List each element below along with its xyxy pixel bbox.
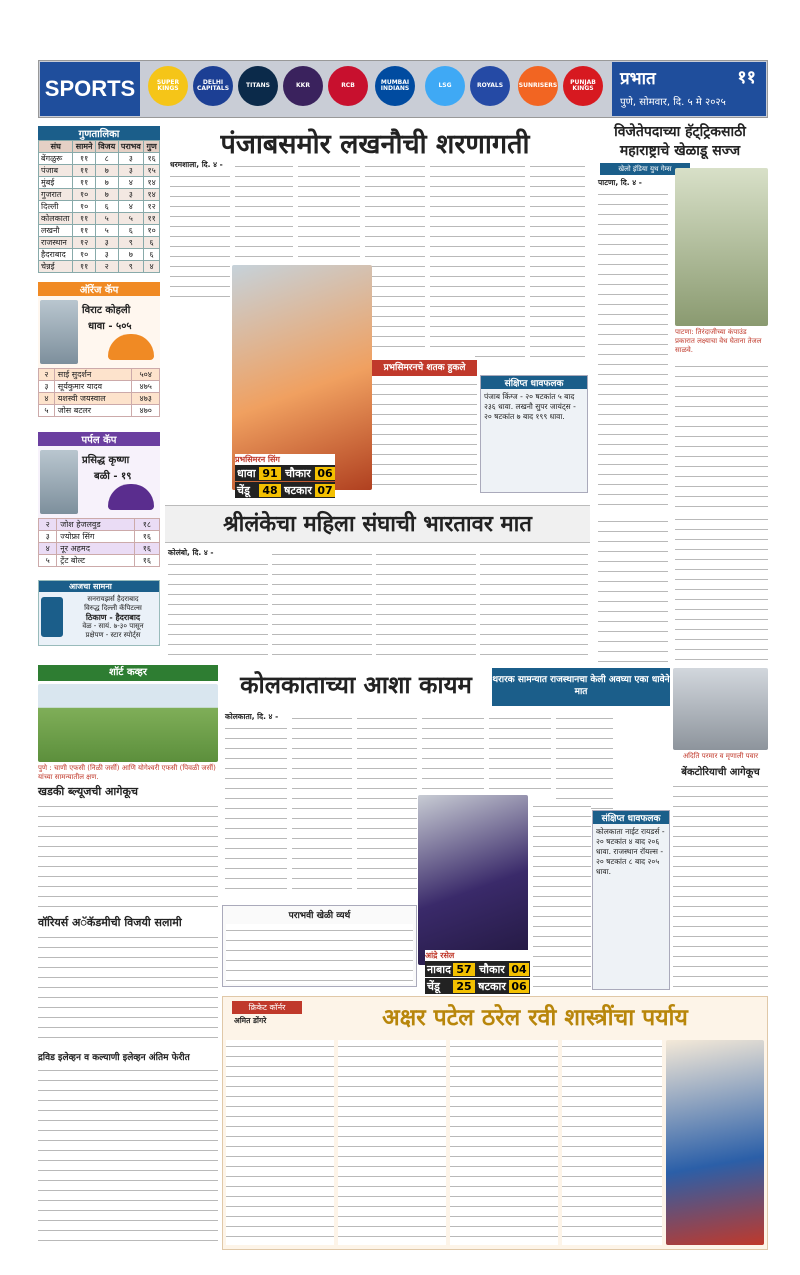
table-cell: ४७३ — [132, 393, 160, 405]
vijetey-text-col2 — [675, 360, 768, 510]
points-header: विजय — [95, 141, 118, 153]
archery-photo — [675, 168, 768, 326]
lead-text-col7 — [530, 160, 585, 360]
badminton-text — [673, 780, 768, 990]
table-cell: ४ — [118, 177, 144, 189]
team-logo-mi: MUMBAI INDIANS — [375, 66, 415, 106]
table-cell: मुंबई — [39, 177, 73, 189]
table-cell: ४ — [118, 201, 144, 213]
table-row — [39, 381, 160, 393]
table-cell: ३ — [39, 531, 57, 543]
badminton-headline: बेंकटोरियाची आगेकूच — [681, 767, 760, 778]
score-label: धावा — [237, 466, 256, 480]
table-cell: जोश हेजलवुड — [57, 519, 135, 531]
lead-scoreboard — [235, 454, 335, 498]
srilanka-headline: श्रीलंकेचा महिला संघाची भारतावर मात — [223, 512, 532, 537]
match-team2: विरुद्ध दिल्ली कॅपिटल्स — [84, 604, 142, 612]
srilanka-text-col3 — [376, 548, 476, 660]
match-broadcast: प्रक्षेपण - स्टार स्पोर्ट्स — [85, 631, 141, 639]
table-cell: २ — [39, 519, 57, 531]
table-cell: ३ — [39, 381, 55, 393]
lead-headline: पंजाबसमोर लखनौची शरणागती — [220, 129, 530, 160]
cricket-text-col1 — [226, 1040, 334, 1245]
srilanka-text-col1 — [168, 558, 268, 660]
story3-text — [38, 1064, 218, 1249]
purple-cap-stat: बळी - १९ — [94, 471, 132, 482]
football-photo — [38, 684, 218, 762]
kolkata-inset — [222, 905, 417, 987]
story1-headline: खडकी ब्ल्यूजची आगेकूच — [38, 785, 138, 798]
table-cell: ७ — [118, 249, 144, 261]
purple-cap-title: पर्पल कॅप — [38, 432, 160, 446]
table-cell: जोस बटलर — [54, 405, 132, 417]
table-cell: कोलकाता — [39, 213, 73, 225]
vijetey-text-col1 — [598, 188, 668, 508]
lead-text-col1 — [170, 170, 230, 300]
table-cell: सूर्यकुमार यादव — [54, 381, 132, 393]
table-cell: ५ — [95, 225, 118, 237]
table-cell: ५ — [39, 555, 57, 567]
score-label: चेंडू — [427, 979, 440, 993]
table-row — [39, 261, 160, 273]
team-logo-kkr: KKR — [283, 66, 323, 106]
table-cell: १० — [73, 201, 95, 213]
score-value: 07 — [315, 484, 335, 497]
brand-name: प्रभात — [620, 69, 656, 89]
story2-text — [38, 931, 218, 1046]
purple-cap-box — [38, 432, 160, 567]
kolkata-text-col4 — [422, 712, 484, 792]
orange-cap-box — [38, 282, 160, 417]
kolkata-scoreboard — [425, 950, 530, 994]
page-number: ११ — [737, 67, 756, 88]
vijetey-tag: खेलो इंडिया युथ गेम्स — [600, 163, 690, 175]
points-header: गुण — [144, 141, 160, 153]
lead-text-col6 — [475, 160, 525, 360]
score-label: नाबाद — [427, 962, 451, 976]
table-cell: ५ — [95, 213, 118, 225]
table-row — [39, 225, 160, 237]
table-cell: ७ — [95, 165, 118, 177]
table-cell: ५ — [39, 405, 55, 417]
table-cell: राजस्थान — [39, 237, 73, 249]
kolkata-text-col3 — [357, 712, 417, 897]
kolkata-text-col1 — [225, 722, 287, 897]
story2-headline: वॉरियर्स अॅकॅडमीची विजयी सलामी — [38, 916, 182, 929]
vijetey-text-col4 — [598, 515, 668, 665]
summary-title: संक्षिप्त धावफलक — [481, 376, 587, 389]
table-cell: २ — [95, 261, 118, 273]
table-cell: १६ — [134, 531, 159, 543]
player-photo — [40, 300, 78, 364]
lead-summary-box — [480, 375, 588, 493]
table-cell: दिल्ली — [39, 201, 73, 213]
table-cell: १० — [73, 189, 95, 201]
table-cell: ११ — [73, 177, 95, 189]
table-cell: १६ — [134, 543, 159, 555]
table-cell: नूर अहमद — [57, 543, 135, 555]
team-logo-pbks: PUNJAB KINGS — [563, 66, 603, 106]
table-cell: ७ — [95, 189, 118, 201]
score-value: 06 — [315, 467, 335, 480]
table-cell: २ — [39, 369, 55, 381]
score-label: चौकार — [479, 962, 505, 976]
table-cell: १६ — [134, 555, 159, 567]
table-cell: ट्रेंट बोल्ट — [57, 555, 135, 567]
purple-cap-player: प्रसिद्ध कृष्णा — [82, 455, 130, 466]
archery-caption: पाटणा: तिरंदाजीच्या कंपाउंड प्रकारात लक्ष्याचा वेध घेताना तेजल साळवे. — [675, 328, 762, 354]
table-cell: ६ — [95, 201, 118, 213]
table-cell: यशस्वी जयस्वाल — [54, 393, 132, 405]
match-team1: सनरायझर्स हैदराबाद — [87, 595, 139, 603]
orange-cap-icon — [108, 334, 154, 360]
table-cell: ३ — [118, 153, 144, 165]
masthead — [612, 62, 766, 116]
purple-cap-icon — [108, 484, 154, 510]
score-label: षटकार — [284, 483, 312, 497]
table-cell: ४ — [144, 261, 160, 273]
kolkata-text-col7 — [533, 800, 591, 990]
table-cell: १२ — [73, 237, 95, 249]
axar-patel-photo — [666, 1040, 764, 1245]
table-cell: ४ — [39, 543, 57, 555]
table-cell: ११ — [73, 165, 95, 177]
table-cell: १० — [144, 225, 160, 237]
table-row — [39, 369, 160, 381]
table-cell: ७ — [95, 177, 118, 189]
kolkata-headline: कोलकाताच्या आशा कायम — [240, 671, 472, 699]
badminton-photo — [673, 668, 768, 750]
table-cell: १५ — [144, 165, 160, 177]
today-match-box — [38, 580, 160, 646]
cricket-text-col2 — [338, 1040, 446, 1245]
score-value: 91 — [259, 467, 281, 480]
story3-headline: द्रविड इलेव्हन व कल्याणी इलेव्हन अंतिम फेरीत — [38, 1053, 190, 1063]
table-cell: चेन्नई — [39, 261, 73, 273]
table-cell: १८ — [134, 519, 159, 531]
table-cell: ११ — [73, 261, 95, 273]
scoreboard-title: आंद्रे रसेल — [425, 950, 530, 961]
points-header: संघ — [39, 141, 73, 153]
table-cell: ३ — [118, 165, 144, 177]
table-row — [39, 165, 160, 177]
table-cell: ३ — [118, 189, 144, 201]
kolkata-tag: थरारक सामन्यात राजस्थानचा केली अवघ्या एका धावेने मात — [492, 668, 670, 706]
team-logo-gt: TITANS — [238, 66, 278, 106]
score-label: षटकार — [478, 979, 506, 993]
table-row — [39, 543, 160, 555]
table-cell: ४ — [39, 393, 55, 405]
table-cell: हैदराबाद — [39, 249, 73, 261]
lead-subhead-box: प्रभसिमरनचे शतक हुकले — [372, 360, 477, 376]
player-photo — [40, 450, 78, 514]
lead-text-col3 — [298, 160, 360, 260]
summary-title: संक्षिप्त धावफलक — [593, 811, 669, 824]
score-value: 04 — [509, 963, 529, 976]
summary-text: कोलकाता नाईट रायडर्स - २० षटकांत ४ बाद २०६ धावा. राजस्थान रॉयल्स - २० षटकांत ८ बाद २०५ धावा. — [596, 827, 665, 876]
football-caption: पुणे : चाणी एफसी (निळी जर्सी) आणि योगेश्वरी एफसी (पिवळी जर्सी) यांच्या सामन्यातील क्षण. — [38, 764, 216, 781]
issue-date: पुणे, सोमवार, दि. ५ मे २०२५ — [620, 97, 726, 108]
ipl-logo — [41, 597, 63, 637]
badminton-caption: अदिति परमार व मृणाली पवार — [682, 752, 759, 760]
scoreboard-title: प्रभसिमरन सिंग — [235, 454, 335, 465]
lead-dateline: धरमशाला, दि. ४ - — [170, 160, 223, 169]
srilanka-dateline: कोलंबो, दि. ४ - — [168, 548, 214, 557]
table-cell: ६ — [144, 237, 160, 249]
kolkata-summary-box — [592, 810, 670, 990]
score-value: 48 — [259, 484, 281, 497]
points-table — [38, 126, 160, 273]
table-row — [39, 405, 160, 417]
table-cell: ६ — [144, 249, 160, 261]
match-venue: ठिकाण - हैदराबाद — [85, 613, 141, 622]
points-header: पराभव — [118, 141, 144, 153]
table-cell: ११ — [73, 153, 95, 165]
table-cell: ९ — [118, 237, 144, 249]
team-logo-rcb: RCB — [328, 66, 368, 106]
table-row — [39, 201, 160, 213]
lead-text-col8 — [372, 378, 477, 493]
table-cell: १४ — [144, 189, 160, 201]
orange-cap-player: विराट कोहली — [82, 305, 131, 316]
table-cell: ४७५ — [132, 381, 160, 393]
table-row — [39, 249, 160, 261]
lead-text-col4 — [365, 160, 425, 355]
story1-text — [38, 800, 218, 910]
table-row — [39, 189, 160, 201]
points-table-title: गुणतालिका — [38, 126, 160, 140]
orange-cap-title: ऑरेंज कॅप — [38, 282, 160, 296]
kolkata-text-col2 — [292, 712, 352, 897]
team-logo-srh: SUNRISERS — [518, 66, 558, 106]
table-cell: ३ — [95, 249, 118, 261]
score-value: 06 — [509, 980, 529, 993]
match-time: वेळ - सायं. ७-३० पासून — [82, 622, 144, 630]
table-cell: ११ — [73, 213, 95, 225]
table-cell: ११ — [73, 225, 95, 237]
table-cell: ४७० — [132, 405, 160, 417]
table-row — [39, 393, 160, 405]
summary-text: पंजाब किंग्ज - २० षटकांत ५ बाद २३६ धावा. लखनौ सुपर जायंट्स - २० षटकांत ७ बाद १९९ धावा. — [484, 392, 576, 421]
table-cell: साई सुदर्शन — [54, 369, 132, 381]
vijetey-headline-1: विजेतेपदाच्या हॅट्ट्रिकसाठी — [614, 124, 746, 140]
table-cell: ८ — [95, 153, 118, 165]
table-cell: लखनौ — [39, 225, 73, 237]
table-cell: ११ — [144, 213, 160, 225]
cricket-author: अमित डोंगरे — [234, 1016, 267, 1025]
table-cell: १० — [73, 249, 95, 261]
srilanka-text-col4 — [480, 548, 588, 660]
today-match-title: आजचा सामना — [39, 581, 159, 592]
kolkata-text-col6 — [556, 712, 613, 812]
score-value: 25 — [453, 980, 475, 993]
team-logo-csk: SUPER KINGS — [148, 66, 188, 106]
cricket-headline: अक्षर पटेल ठरेल रवी शास्त्रींचा पर्याय — [382, 1005, 688, 1031]
cricket-text-col3 — [450, 1040, 558, 1245]
table-cell: ५०४ — [132, 369, 160, 381]
table-cell: १६ — [144, 153, 160, 165]
table-row — [39, 237, 160, 249]
orange-cap-stat: धावा - ५०५ — [88, 321, 132, 332]
score-label: चौकार — [285, 466, 311, 480]
srilanka-text-col2 — [272, 548, 372, 660]
table-row — [39, 213, 160, 225]
points-header: सामने — [73, 141, 95, 153]
table-row — [39, 153, 160, 165]
section-title: SPORTS — [40, 62, 140, 116]
vijetey-dateline: पाटणा, दि. ४ - — [598, 178, 642, 187]
table-cell: ज्योफ्रा सिंग — [57, 531, 135, 543]
table-cell: ३ — [95, 237, 118, 249]
score-value: 57 — [453, 963, 475, 976]
table-row — [39, 531, 160, 543]
team-logo-rr: ROYALS — [470, 66, 510, 106]
cricket-corner-tag: क्रिकेट कॉर्नर — [232, 1001, 302, 1014]
cricket-text-col4 — [562, 1040, 662, 1245]
vijetey-text-col3 — [675, 513, 768, 665]
table-cell: पंजाब — [39, 165, 73, 177]
vijetey-headline-2: महाराष्ट्राचे खेळाडू सज्ज — [619, 143, 741, 159]
team-logo-dc: DELHI CAPITALS — [193, 66, 233, 106]
table-row — [39, 555, 160, 567]
table-row — [39, 519, 160, 531]
kolkata-text-col5 — [489, 712, 551, 792]
table-cell: ५ — [118, 213, 144, 225]
short-corner-title: शॉर्ट कव्हर — [38, 665, 218, 681]
table-cell: गुजरात — [39, 189, 73, 201]
table-cell: १२ — [144, 201, 160, 213]
team-logo-lsg: LSG — [425, 66, 465, 106]
inset-title: पराभवी खेळी व्यर्थ — [288, 911, 351, 921]
score-label: चेंडू — [237, 483, 250, 497]
table-row — [39, 177, 160, 189]
table-cell: बेंगळुरू — [39, 153, 73, 165]
table-cell: ९ — [118, 261, 144, 273]
kolkata-dateline: कोलकाता, दि. ४ - — [225, 712, 279, 721]
table-cell: ६ — [118, 225, 144, 237]
russell-photo — [418, 795, 528, 965]
table-cell: १४ — [144, 177, 160, 189]
